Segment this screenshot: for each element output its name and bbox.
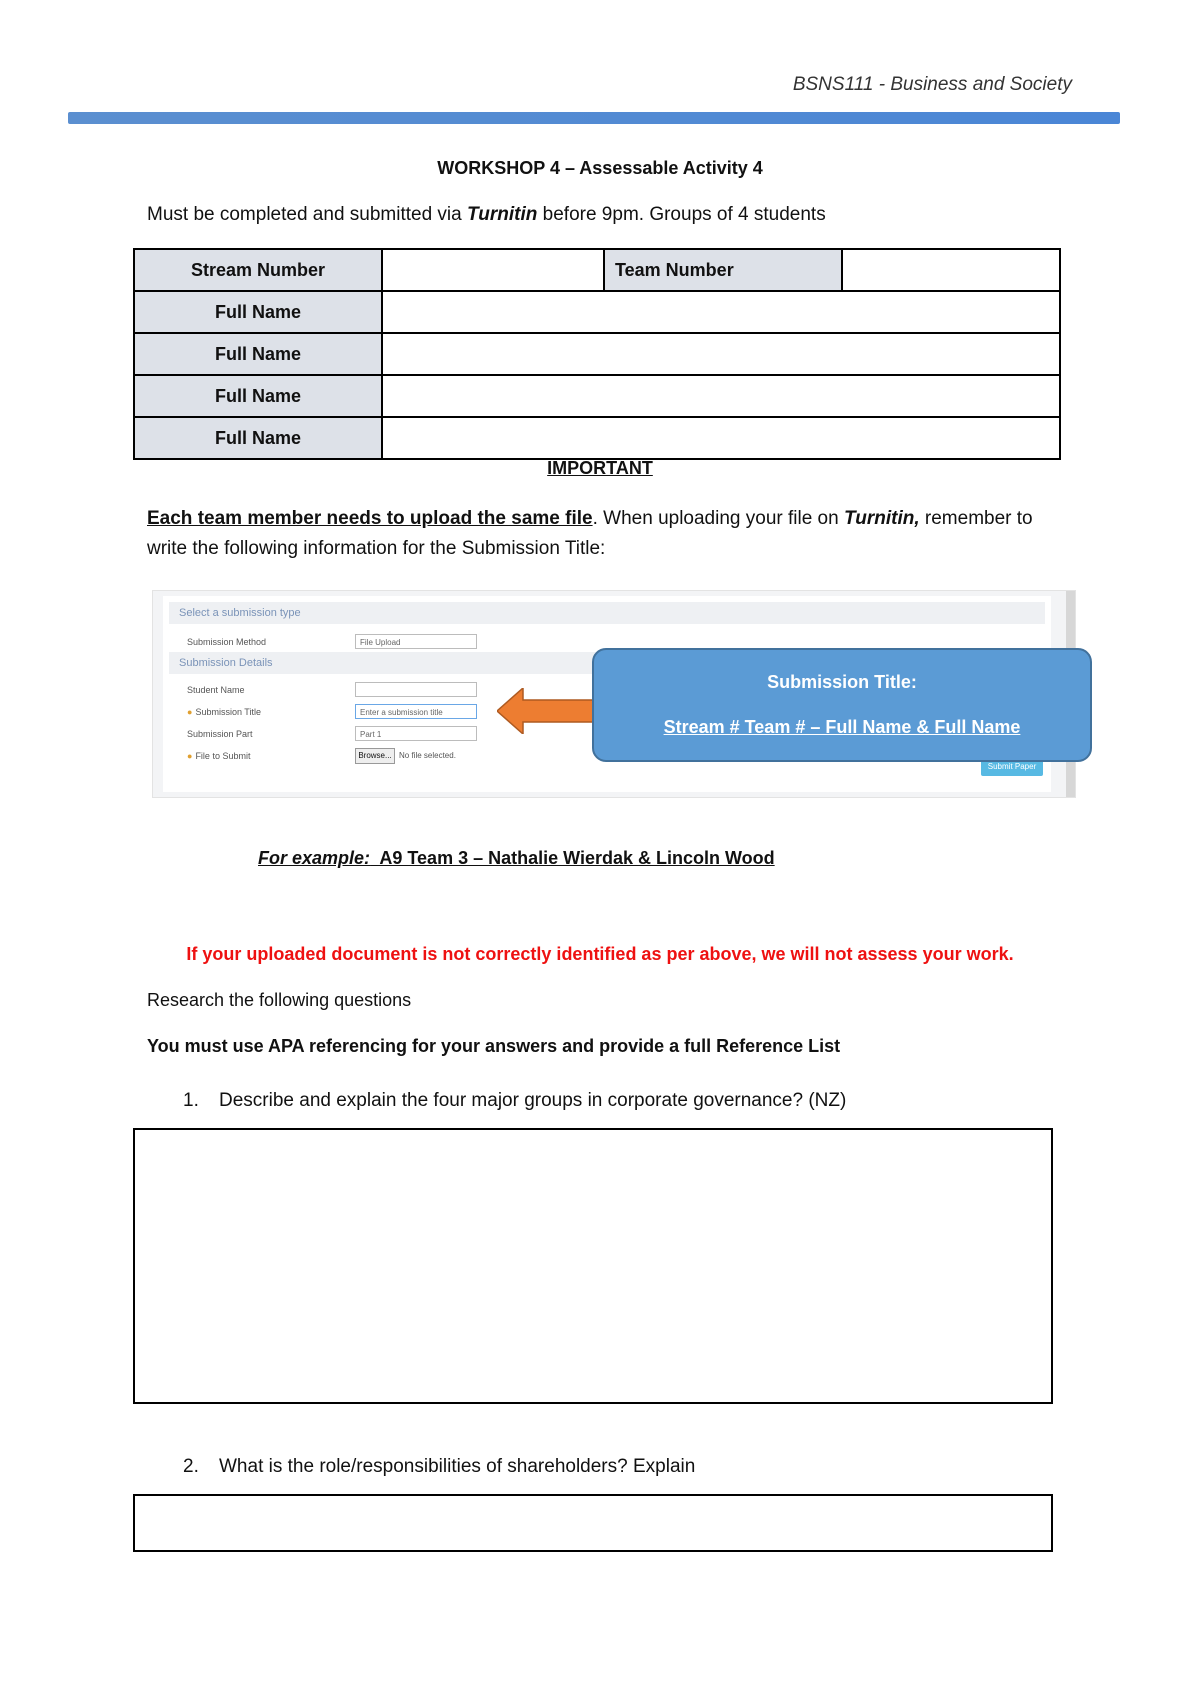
- submission-part-label: Submission Part: [187, 729, 253, 739]
- full-name-field[interactable]: [382, 417, 1060, 459]
- intro-text: [147, 204, 826, 226]
- instructions-paragraph: [147, 504, 1077, 564]
- answer-box-2[interactable]: [133, 1494, 1053, 1552]
- submission-type-section: Select a submission type: [169, 602, 1045, 624]
- question-2: [183, 1456, 695, 1478]
- header-divider: [68, 112, 1120, 124]
- submission-part-select[interactable]: Part 1: [355, 726, 477, 741]
- instructions-middle: . When uploading your file on: [592, 508, 844, 529]
- required-dot-icon: ●: [187, 707, 193, 717]
- question-number: 2.: [183, 1456, 199, 1477]
- full-name-label: Full Name: [134, 375, 382, 417]
- stream-number-field[interactable]: [382, 249, 604, 291]
- required-dot-icon: ●: [187, 751, 193, 761]
- submission-title-callout: [592, 648, 1092, 762]
- team-info-table: [133, 248, 1061, 460]
- full-name-label: Full Name: [134, 291, 382, 333]
- page-title: WORKSHOP 4 – Assessable Activity 4: [437, 158, 763, 178]
- callout-format: Stream # Team # – Full Name & Full Name: [663, 717, 1021, 737]
- warning-text: If your uploaded document is not correctly identified as per above, we will not assess your work.: [186, 944, 1014, 964]
- full-name-field[interactable]: [382, 333, 1060, 375]
- answer-box-1[interactable]: [133, 1128, 1053, 1404]
- full-name-field[interactable]: [382, 291, 1060, 333]
- file-to-submit-label: [187, 751, 250, 761]
- intro-before: Must be completed and submitted via: [147, 204, 468, 225]
- apa-instruction: You must use APA referencing for your answers and provide a full Reference List: [147, 1036, 841, 1056]
- important-heading: IMPORTANT: [547, 458, 653, 478]
- example-value: A9 Team 3 – Nathalie Wierdak & Lincoln Wood: [370, 848, 775, 868]
- submission-title-input[interactable]: Enter a submission title: [355, 704, 477, 719]
- submission-method-select[interactable]: File Upload: [355, 634, 477, 649]
- no-file-text: No file selected.: [399, 751, 456, 760]
- full-name-field[interactable]: [382, 375, 1060, 417]
- full-name-label: Full Name: [134, 333, 382, 375]
- example-label: For example:: [258, 848, 371, 868]
- callout-title: Submission Title:: [767, 672, 917, 692]
- submit-paper-button[interactable]: Submit Paper: [981, 758, 1043, 776]
- submission-method-label: Submission Method: [187, 637, 267, 647]
- instructions-emphasis: Each team member needs to upload the same file: [147, 508, 593, 529]
- team-number-label: Team Number: [604, 249, 842, 291]
- question-1: [183, 1090, 846, 1112]
- example-text: [258, 848, 775, 869]
- intro-after: before 9pm. Groups of 4 students: [537, 204, 826, 225]
- team-number-field[interactable]: [842, 249, 1060, 291]
- browse-button[interactable]: Browse...: [355, 748, 395, 764]
- student-name-label: Student Name: [187, 685, 245, 695]
- question-text: Describe and explain the four major groups in corporate governance? (NZ): [219, 1090, 847, 1111]
- submission-details-section: Submission Details: [169, 652, 1045, 674]
- full-name-label: Full Name: [134, 417, 382, 459]
- intro-tool: Turnitin: [467, 204, 538, 225]
- question-number: 1.: [183, 1090, 199, 1111]
- question-text: What is the role/responsibilities of shareholders? Explain: [219, 1456, 696, 1477]
- stream-number-label: Stream Number: [134, 249, 382, 291]
- instructions-tool: Turnitin,: [843, 508, 920, 529]
- course-header: BSNS111 - Business and Society: [792, 74, 1072, 95]
- left-arrow-icon: [497, 688, 593, 734]
- student-name-select[interactable]: [355, 682, 477, 697]
- research-text: Research the following questions: [147, 990, 412, 1010]
- submission-title-label: [187, 707, 261, 717]
- instructions-end: remember to write the following information for the Submission Title:: [147, 508, 1033, 559]
- submission-title-label-text: Submission Title: [195, 707, 261, 717]
- file-to-submit-label-text: File to Submit: [195, 751, 251, 761]
